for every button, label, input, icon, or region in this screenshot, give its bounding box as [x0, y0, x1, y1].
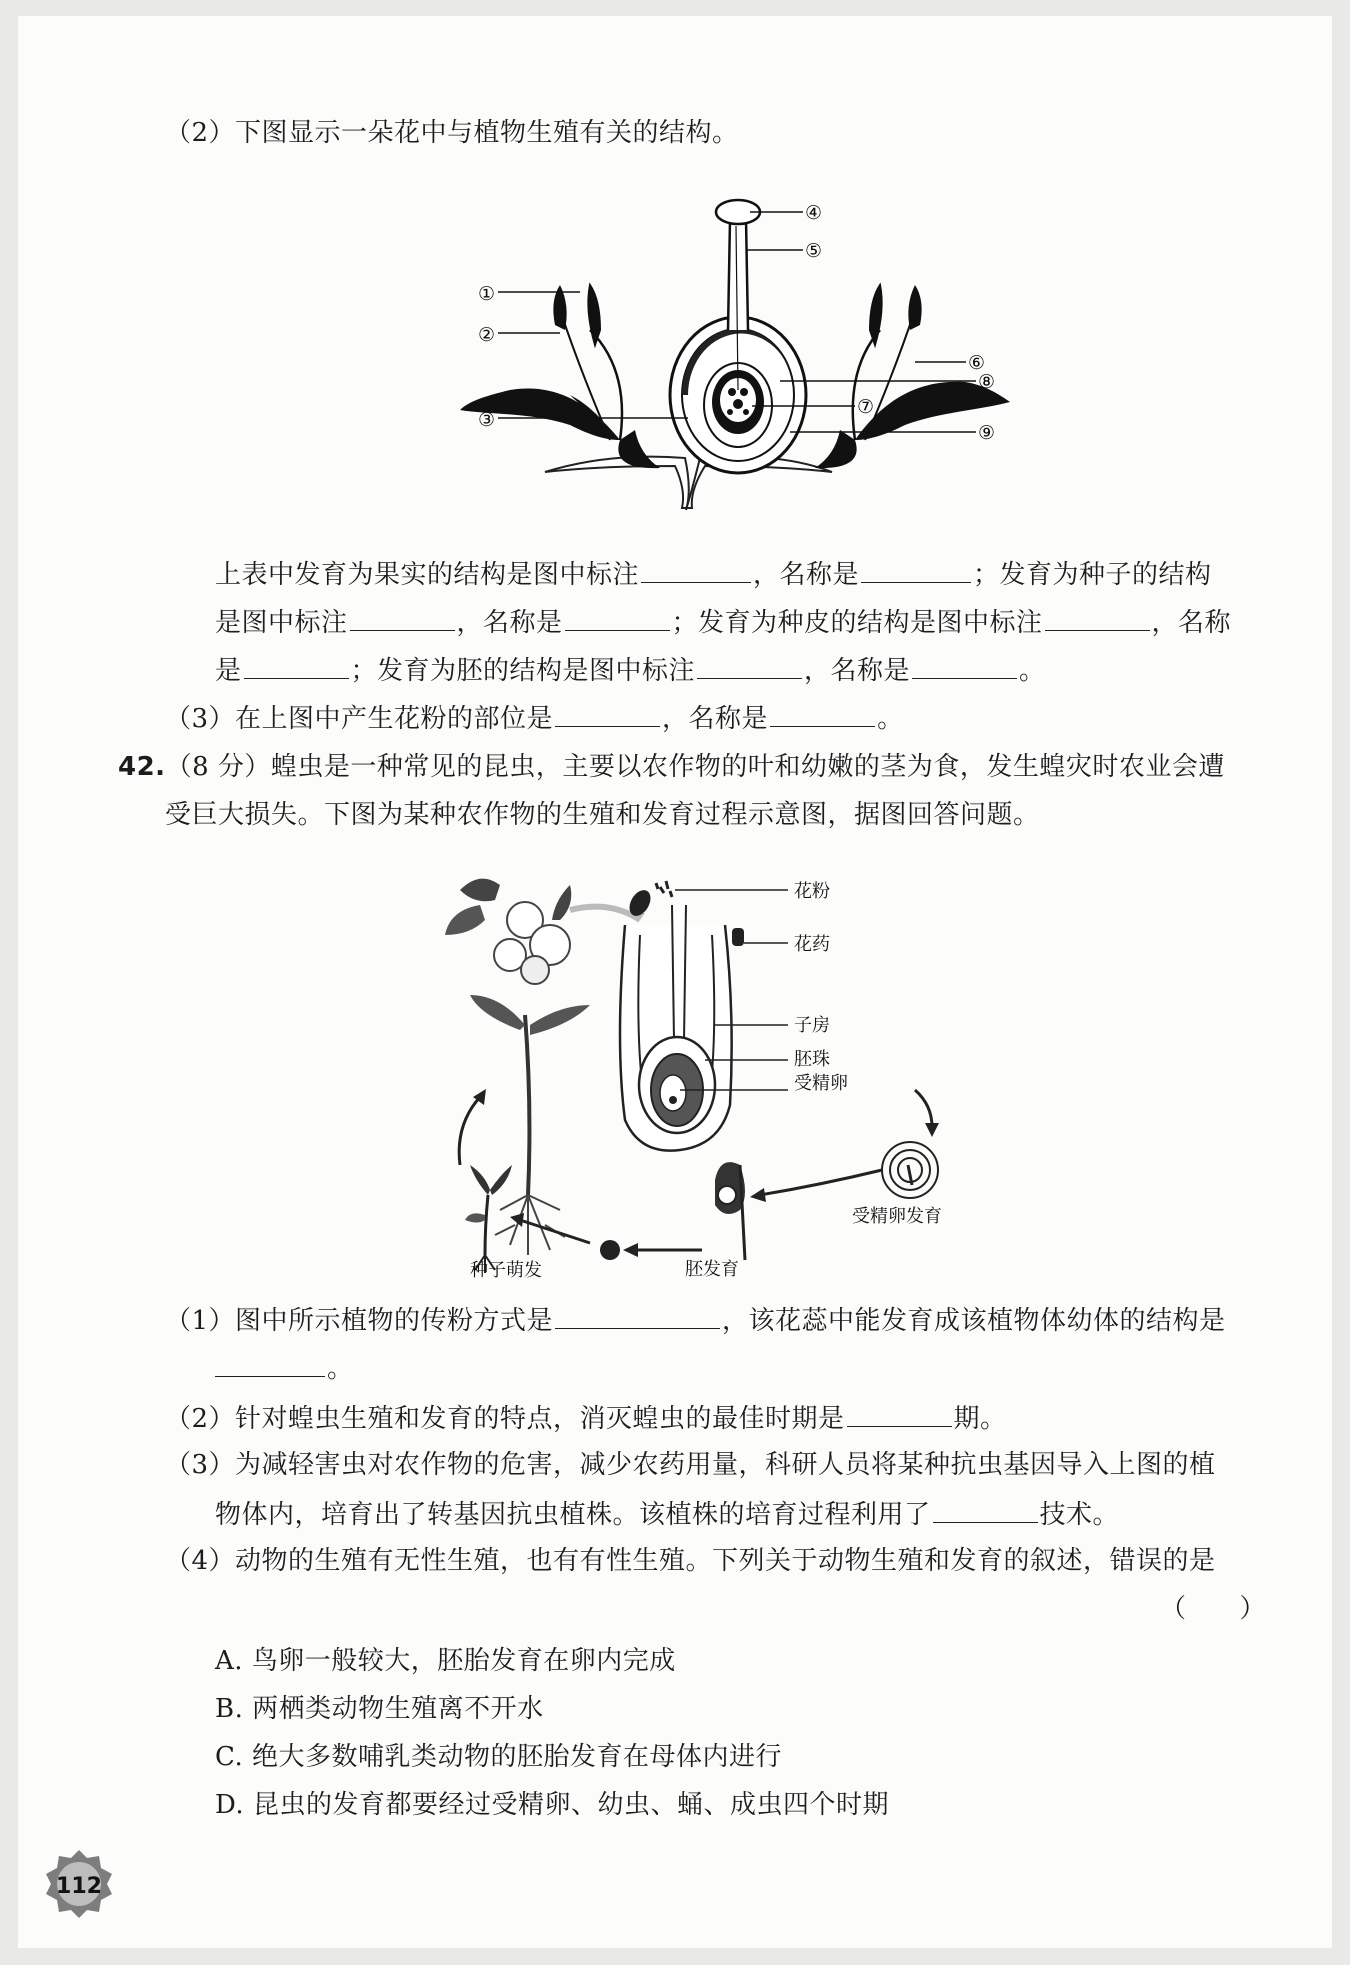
- page-number-badge: [43, 1848, 115, 1920]
- reproduction-cycle-diagram: [440, 865, 1000, 1285]
- q42-part3-line1: （3）为减轻害虫对农作物的危害，减少农药用量，科研人员将某种抗虫基因导入上图的植: [165, 1450, 1216, 1480]
- label-zygote: 受精卵: [794, 1073, 848, 1094]
- option-c: C. 绝大多数哺乳类动物的胚胎发育在母体内进行: [215, 1742, 782, 1772]
- answer-blank[interactable]: [565, 604, 670, 631]
- label-germination: 种子萌发: [470, 1260, 542, 1281]
- option-d: D. 昆虫的发育都要经过受精卵、幼虫、蛹、成虫四个时期: [215, 1790, 889, 1820]
- answer-blank[interactable]: [770, 700, 875, 727]
- label-4: ④: [805, 202, 823, 224]
- q42-part2: （2）针对蝗虫生殖和发育的特点，消灭蝗虫的最佳时期是 期。: [165, 1400, 1007, 1436]
- label-zygote-development: 受精卵发育: [852, 1206, 942, 1227]
- q42-part3-line2: 物体内，培育出了转基因抗虫植株。该植株的培育过程利用了 技术。: [215, 1496, 1119, 1532]
- option-a: A. 鸟卵一般较大，胚胎发育在卵内完成: [215, 1646, 676, 1676]
- label-2: ②: [478, 324, 496, 346]
- q42-part1-cont: 。: [215, 1350, 354, 1386]
- option-b: B. 两栖类动物生殖离不开水: [215, 1694, 544, 1724]
- label-ovule: 胚珠: [794, 1049, 830, 1070]
- answer-blank[interactable]: [861, 556, 971, 583]
- q42-part4: （4）动物的生殖有无性生殖，也有有性生殖。下列关于动物生殖和发育的叙述，错误的是: [165, 1546, 1216, 1576]
- q42-intro-line2: 受巨大损失。下图为某种农作物的生殖和发育过程示意图，据图回答问题。: [165, 800, 1040, 830]
- q41-part3: （3）在上图中产生花粉的部位是 ，名称是 。: [165, 700, 904, 736]
- label-anther: 花药: [794, 934, 830, 955]
- answer-blank[interactable]: [847, 1400, 952, 1427]
- q41-fill-line1: 上表中发育为果实的结构是图中标注 ，名称是 ；发育为种子的结构: [215, 556, 1212, 592]
- answer-blank[interactable]: [933, 1496, 1038, 1523]
- answer-blank[interactable]: [641, 556, 751, 583]
- label-3: ③: [478, 409, 496, 431]
- answer-paren[interactable]: （ ）: [1160, 1594, 1267, 1624]
- q41-fill-line2: 是图中标注 ，名称是 ；发育为种皮的结构是图中标注 ，名称: [215, 604, 1231, 640]
- label-embryo-development: 胚发育: [685, 1259, 739, 1280]
- label-7: ⑦: [857, 396, 875, 418]
- answer-blank[interactable]: [555, 1302, 720, 1329]
- answer-blank[interactable]: [697, 652, 802, 679]
- answer-blank[interactable]: [350, 604, 455, 631]
- label-1: ①: [478, 283, 496, 305]
- label-pollen: 花粉: [794, 881, 830, 902]
- label-9: ⑨: [978, 422, 996, 444]
- answer-blank[interactable]: [1045, 604, 1150, 631]
- label-6: ⑥: [968, 352, 986, 374]
- flower-structure-diagram: [460, 190, 1020, 520]
- page-number: 112: [56, 1874, 102, 1899]
- label-5: ⑤: [805, 240, 823, 262]
- answer-blank[interactable]: [244, 652, 349, 679]
- label-8: ⑧: [978, 371, 996, 393]
- q41-fill-line3: 是 ；发育为胚的结构是图中标注 ，名称是 。: [215, 652, 1046, 688]
- answer-blank[interactable]: [912, 652, 1017, 679]
- question-number: 42.: [118, 752, 166, 782]
- label-ovary: 子房: [794, 1015, 830, 1036]
- answer-blank[interactable]: [555, 700, 660, 727]
- answer-blank[interactable]: [215, 1350, 325, 1377]
- q41-part2-intro: （2）下图显示一朵花中与植物生殖有关的结构。: [165, 118, 739, 148]
- q42-part1: （1）图中所示植物的传粉方式是 ，该花蕊中能发育成该植物体幼体的结构是: [165, 1302, 1226, 1338]
- q42-intro-line1: 42.（8 分）蝗虫是一种常见的昆虫，主要以农作物的叶和幼嫩的茎为食，发生蝗灾时农业会遭: [118, 752, 1225, 782]
